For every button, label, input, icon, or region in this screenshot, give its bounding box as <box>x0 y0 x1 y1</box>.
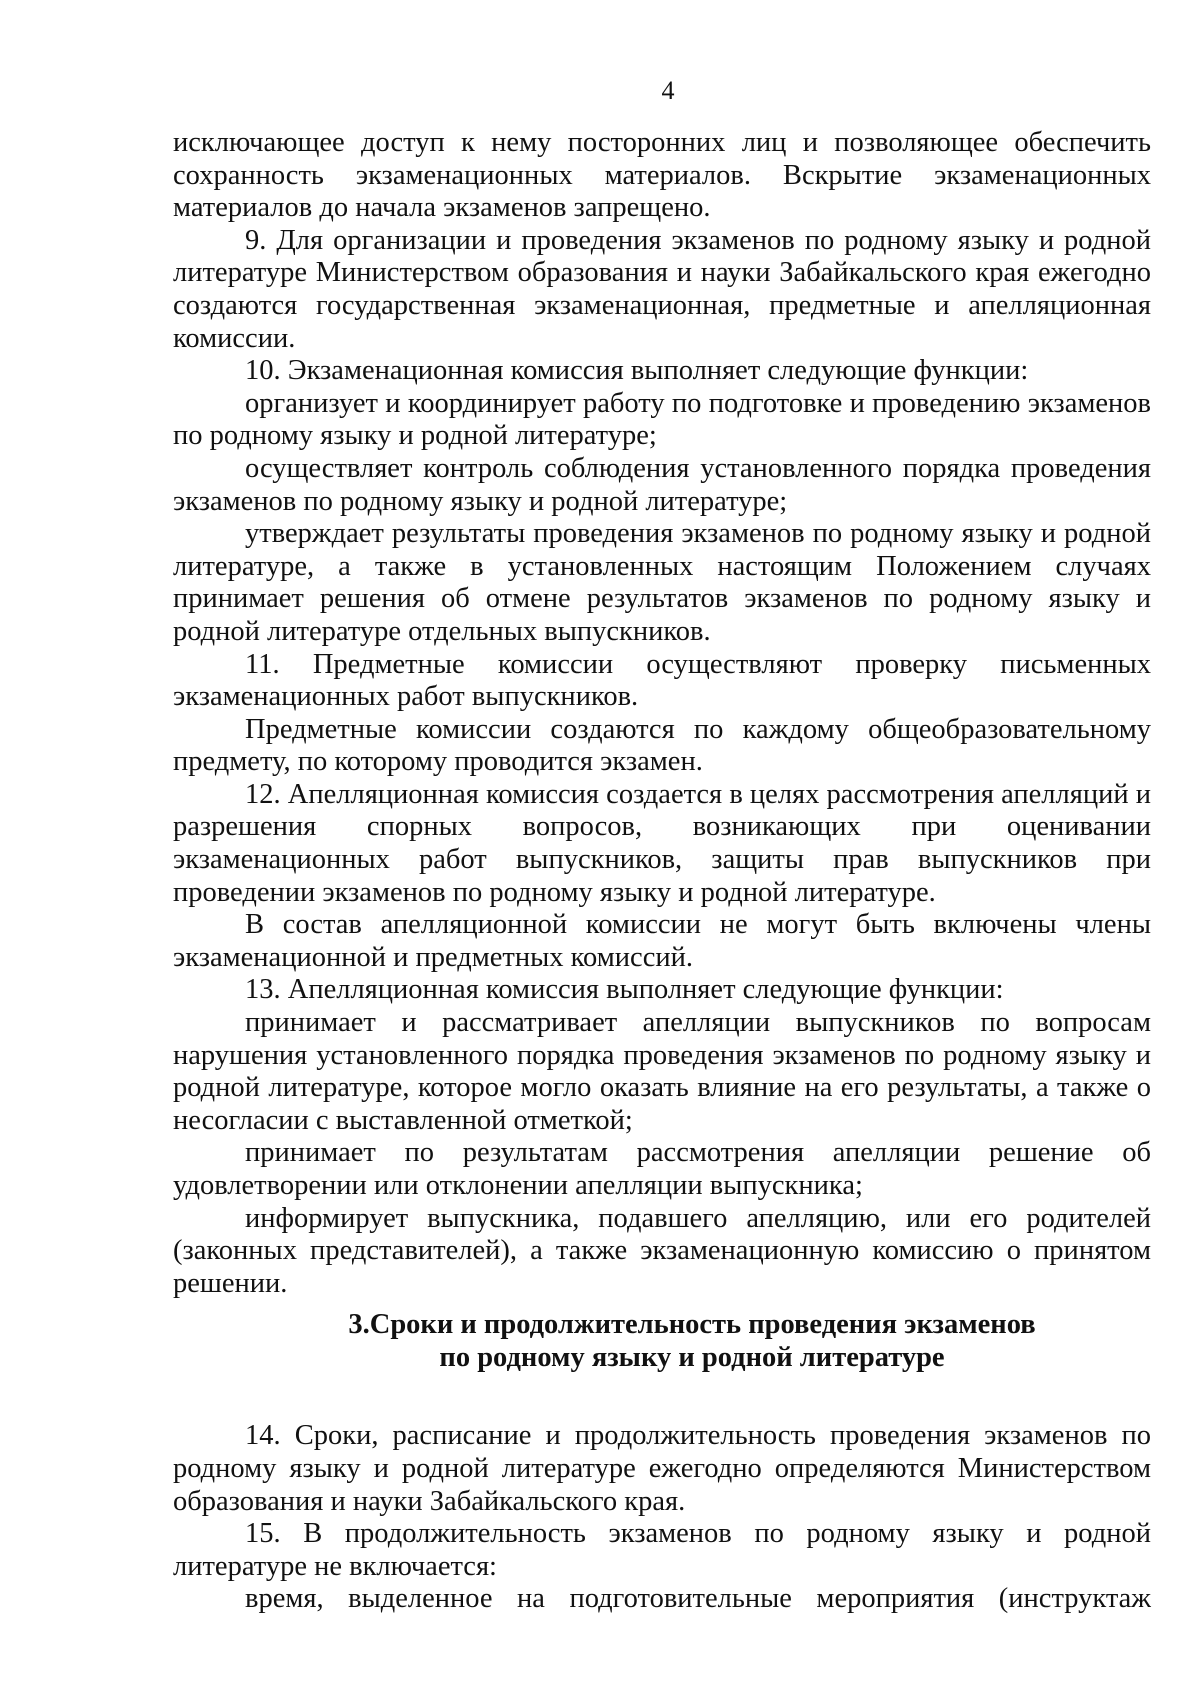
paragraph: В состав апелляционной комиссии не могут быть включены члены экзаменационной и предметных комиссий. <box>173 909 1151 973</box>
paragraph-item-11: 11. Предметные комиссии осуществляют проверку письменных экзаменационных работ выпускников. <box>173 648 1151 713</box>
function-item: информирует выпускника, подавшего апелляцию, или его родителей (законных представителей), а также экзаменационную комиссию о принятом решении. <box>173 1202 1151 1299</box>
spacer <box>173 1374 1151 1420</box>
paragraph-item-12: 12. Апелляционная комиссия создается в целях рассмотрения апелляций и разрешения спорных вопросов, возникающих при оценивании экзаменационных работ выпускников, защиты прав выпускников при проведении экзаменов по родному языку и родной литературе. <box>173 778 1151 908</box>
paragraph-item-13: 13. Апелляционная комиссия выполняет следующие функции: <box>245 974 1004 1006</box>
page-number: 4 <box>661 76 675 105</box>
function-item: утверждает результаты проведения экзаменов по родному языку и родной литературе, а также в установленных настоящим Положением случаях принимает решения об отмене результатов экзаменов по родному языку и родной литературе отдельных выпускников. <box>173 518 1151 647</box>
function-item: время, выделенное на подготовительные мероприятия (инструктаж <box>245 1583 1151 1615</box>
paragraph-item-14: 14. Сроки, расписание и продолжительность проведения экзаменов по родному языку и родной литературе ежегодно определяются Министерством образования и науки Забайкальского края. <box>173 1420 1151 1517</box>
section-heading-line-2: по родному языку и родной литературе <box>439 1342 945 1374</box>
function-item: принимает по результатам рассмотрения апелляции решение об удовлетворении или отклонении апелляции выпускника; <box>173 1137 1151 1201</box>
paragraph: Предметные комиссии создаются по каждому общеобразовательному предмету, по которому проводится экзамен. <box>173 713 1151 778</box>
section-heading-line-1: 3.Сроки и продолжительность проведения экзаменов <box>348 1309 1036 1341</box>
paragraph-item-10: 10. Экзаменационная комиссия выполняет следующие функции: <box>245 355 1029 387</box>
function-item: осуществляет контроль соблюдения установленного порядка проведения экзаменов по родному языку и родной литературе; <box>173 452 1151 517</box>
paragraph: исключающее доступ к нему посторонних лиц и позволяющее обеспечить сохранность экзаменационных материалов. Вскрытие экзаменационных материалов до начала экзаменов запрещено. <box>173 127 1151 224</box>
document-body <box>173 127 1151 1616</box>
paragraph-item-15: 15. В продолжительность экзаменов по родному языку и родной литературе не включается: <box>173 1518 1151 1582</box>
paragraph-item-9: 9. Для организации и проведения экзаменов по родному языку и родной литературе Министерством образования и науки Забайкальского края ежегодно создаются государственная экзаменационная, предметные и апелляционная комиссии. <box>173 224 1151 354</box>
section-heading <box>173 1308 1151 1374</box>
function-item: организует и координирует работу по подготовке и проведению экзаменов по родному языку и родной литературе; <box>173 387 1151 452</box>
function-item: принимает и рассматривает апелляции выпускников по вопросам нарушения установленного порядка проведения экзаменов по родному языку и родной литературе, которое могло оказать влияние на его результаты, а также о несогласии с выставленной отметкой; <box>173 1007 1151 1136</box>
